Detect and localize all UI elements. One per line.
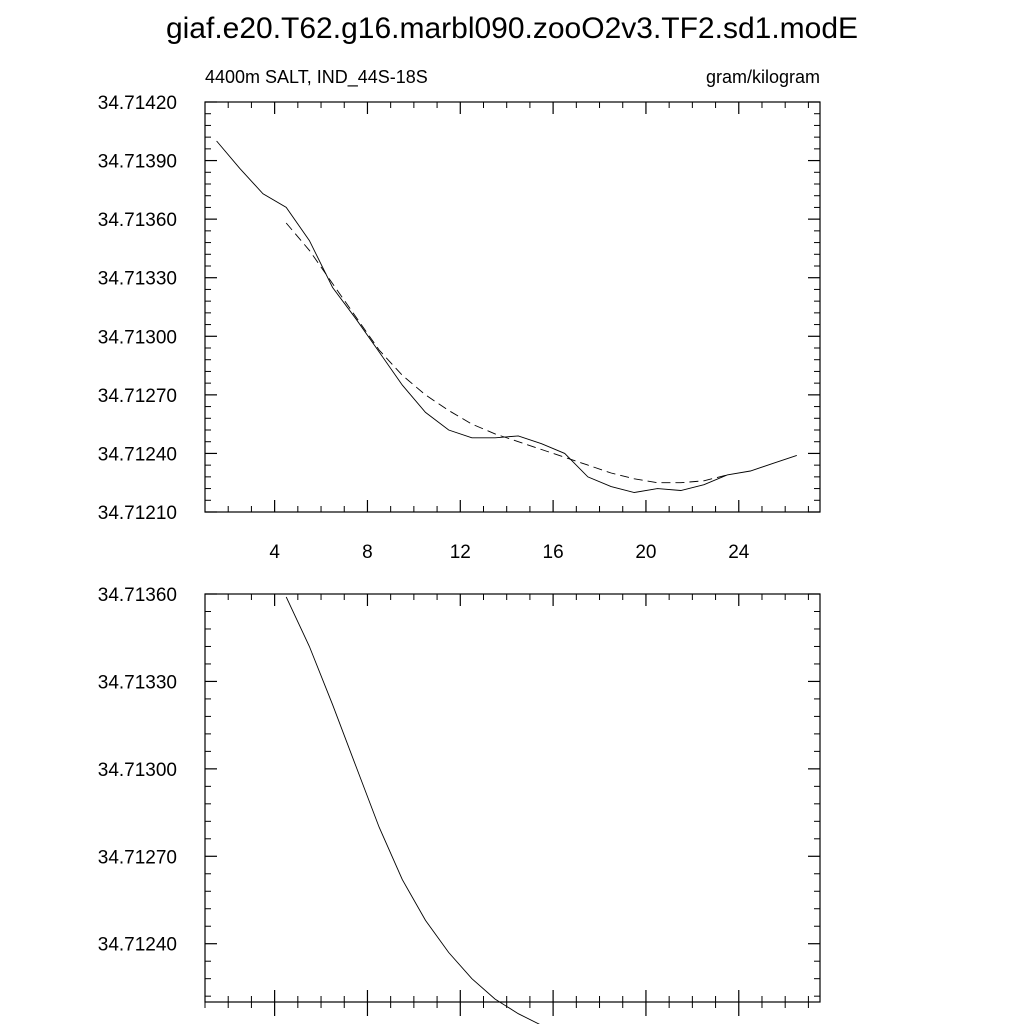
panel-2-series-solid-line (286, 597, 727, 1024)
figure-title: giaf.e20.T62.g16.marbl090.zooO2v3.TF2.sd1.modE (165, 12, 859, 45)
panel-1-y-tick-label: 34.71360 (97, 210, 177, 232)
panel-1-x-tick-label: 24 (728, 542, 750, 563)
panel-2-y-tick-label: 34.71240 (97, 934, 177, 956)
panel-1-plot (98, 93, 820, 563)
panel-1-y-tick-label: 34.71390 (97, 151, 177, 173)
panel-1-x-tick-label: 4 (269, 542, 280, 563)
panel-1-series-solid-line (217, 141, 797, 493)
panel-2-y-tick-label: 34.71270 (97, 847, 177, 869)
panel-2-y-tick-label: 34.71300 (97, 759, 177, 781)
panel-1-x-tick-label: 8 (362, 542, 373, 563)
panel-1-y-tick-label: 34.71420 (97, 93, 177, 114)
panel-1-x-tick-label: 12 (449, 542, 471, 563)
panel-1-y-tick-label: 34.71240 (97, 444, 177, 466)
panel-1-series-dashed-line (286, 223, 727, 483)
panel-2-y-tick-label: 34.71330 (97, 672, 177, 694)
panel-2-frame (205, 594, 820, 1002)
panel-1-y-tick-label: 34.71210 (97, 503, 177, 524)
panel-1-frame (205, 102, 820, 512)
panel-2-plot (98, 585, 820, 1024)
panel-1-left-label: 4400m SALT, IND_44S-18S (205, 67, 428, 87)
panel-1-y-tick-label: 34.71270 (97, 385, 177, 407)
panel-1-y-tick-label: 34.71300 (97, 327, 177, 349)
panel-1-x-tick-label: 20 (635, 542, 657, 563)
panel-2-y-tick-label: 34.71360 (97, 585, 177, 606)
panel-1-x-tick-label: 16 (542, 542, 564, 563)
panel-1-y-tick-label: 34.71330 (97, 268, 177, 290)
panel-1-units-label: gram/kilogram (705, 67, 820, 87)
